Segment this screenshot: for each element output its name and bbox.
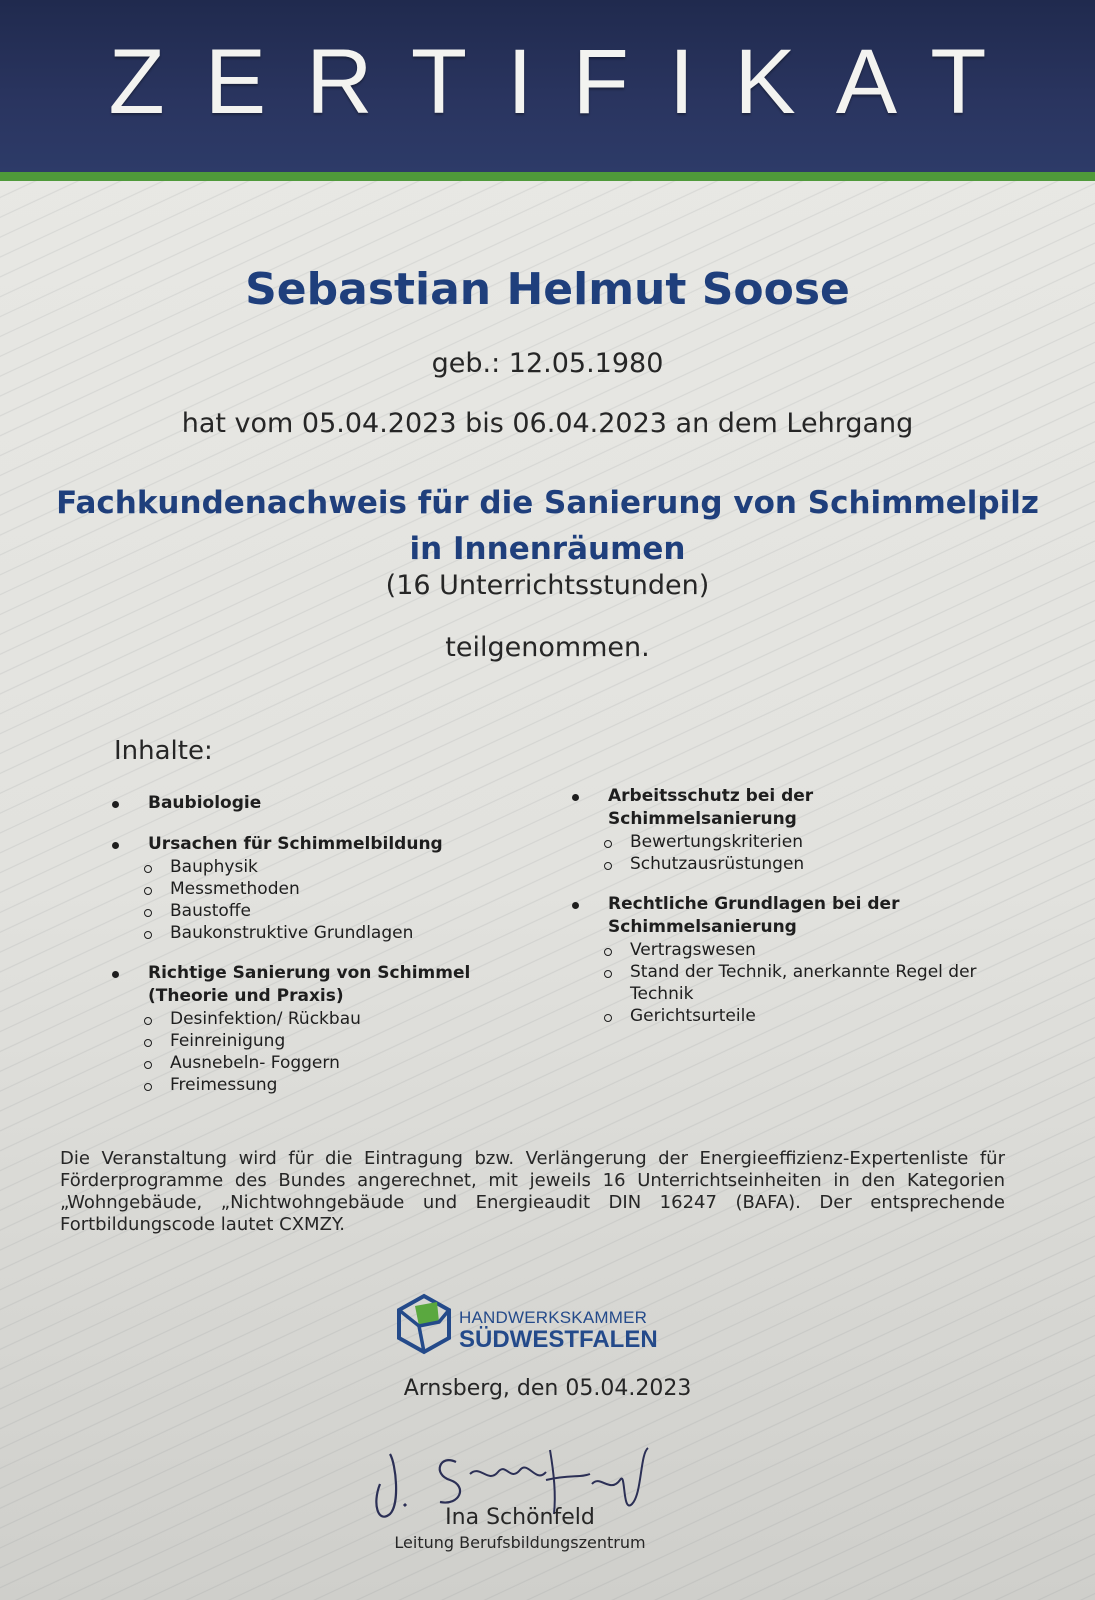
ring-bullet-icon	[144, 909, 152, 917]
topic	[572, 893, 1002, 1027]
contents-right-column	[572, 785, 1002, 1045]
topic	[112, 962, 552, 1096]
topic	[572, 785, 1002, 875]
contents-heading: Inhalte:	[114, 736, 213, 766]
subtopic-label: Messmethoden	[170, 879, 300, 899]
recipient-name: Sebastian Helmut Soose	[245, 264, 850, 315]
subtopic-label: Freimessung	[170, 1075, 278, 1095]
participation-statement: teilgenommen.	[445, 632, 650, 663]
ring-bullet-icon	[144, 1039, 152, 1047]
signer-role: Leitung Berufsbildungszentrum	[394, 1533, 646, 1552]
ring-bullet-icon	[144, 1017, 152, 1025]
ring-bullet-icon	[604, 840, 612, 848]
subtopic	[572, 853, 1002, 875]
subtopic	[112, 900, 552, 922]
subtopic	[112, 1074, 552, 1096]
logo-text-line-1: HANDWERKSKAMMER	[459, 1308, 648, 1327]
logo-text-line-2: SÜDWESTFALEN	[459, 1326, 658, 1353]
topic-title: Ursachen für Schimmelbildung	[148, 834, 443, 854]
subtopic	[112, 1052, 552, 1074]
subtopic	[572, 1005, 1002, 1027]
subtopic	[572, 831, 1002, 853]
ring-bullet-icon	[604, 862, 612, 870]
subtopic	[112, 856, 552, 878]
subtopic-label: Feinreinigung	[170, 1031, 286, 1051]
subtopic	[112, 1030, 552, 1052]
bullet-icon	[572, 794, 579, 801]
subtopic-label: Stand der Technik, anerkannte Regel der Technik	[630, 962, 977, 1004]
signer-name: Ina Schönfeld	[445, 1505, 595, 1530]
ring-bullet-icon	[604, 948, 612, 956]
topic-title: Rechtliche Grundlagen bei der Schimmelsanierung	[608, 894, 900, 937]
bullet-icon	[112, 971, 119, 978]
ring-bullet-icon	[144, 1083, 152, 1091]
course-title-line-1: Fachkundenachweis für die Sanierung von Schimmelpilz	[56, 485, 1039, 521]
chamber-logo-icon	[393, 1292, 455, 1356]
course-hours: (16 Unterrichtsstunden)	[385, 570, 710, 601]
subtopic-label: Bewertungskriterien	[630, 832, 803, 852]
subtopic-label: Ausnebeln- Foggern	[170, 1053, 340, 1073]
course-intro: hat vom 05.04.2023 bis 06.04.2023 an dem Lehrgang	[181, 408, 914, 439]
certificate-title: ZERTIFIKAT	[108, 31, 1027, 133]
bullet-icon	[112, 842, 119, 849]
ring-bullet-icon	[144, 931, 152, 939]
green-divider	[0, 172, 1095, 181]
subtopic-label: Desinfektion/ Rückbau	[170, 1009, 361, 1029]
topic-title: Arbeitsschutz bei der Schimmelsanierung	[608, 786, 814, 829]
subtopic-label: Gerichtsurteile	[630, 1006, 756, 1026]
topic-title: Richtige Sanierung von Schimmel (Theorie und Praxis)	[148, 963, 471, 1006]
subtopic	[572, 961, 1002, 1005]
ring-bullet-icon	[604, 970, 612, 978]
subtopic	[112, 922, 552, 944]
course-title-line-2: in Innenräumen	[409, 531, 686, 567]
subtopic	[112, 1008, 552, 1030]
place-and-date: Arnsberg, den 05.04.2023	[403, 1376, 692, 1401]
bullet-icon	[572, 902, 579, 909]
subtopic-label: Vertragswesen	[630, 940, 756, 960]
subtopic-label: Bauphysik	[170, 857, 258, 877]
topic	[112, 792, 552, 815]
birth-date: geb.: 12.05.1980	[431, 348, 664, 379]
ring-bullet-icon	[604, 1014, 612, 1022]
subtopic-label: Schutzausrüstungen	[630, 854, 805, 874]
subtopic	[112, 878, 552, 900]
ring-bullet-icon	[144, 1061, 152, 1069]
ring-bullet-icon	[144, 887, 152, 895]
subtopic-label: Baukonstruktive Grundlagen	[170, 923, 414, 943]
subtopic-label: Baustoffe	[170, 901, 251, 921]
bullet-icon	[112, 801, 119, 808]
contents-left-column	[112, 792, 552, 1114]
subtopic	[572, 939, 1002, 961]
accreditation-note: Die Veranstaltung wird für die Eintragung bzw. Verlängerung der Energieeffizienz-Expertenliste für Förderprogramme des Bundes angerechnet, mit jeweils 16 Unterrichtseinheiten in den Kategorien „Wohngebäude, „Nichtwohngebäude und Energieaudit DIN 16247 (BAFA). Der entsprechende Fortbildungscode lautet CXMZY.	[60, 1148, 1005, 1235]
ring-bullet-icon	[144, 865, 152, 873]
topic-title: Baubiologie	[148, 793, 262, 813]
course-title	[0, 480, 1095, 572]
issuer-logo	[393, 1292, 658, 1362]
header-band	[0, 0, 1095, 172]
topic	[112, 833, 552, 944]
